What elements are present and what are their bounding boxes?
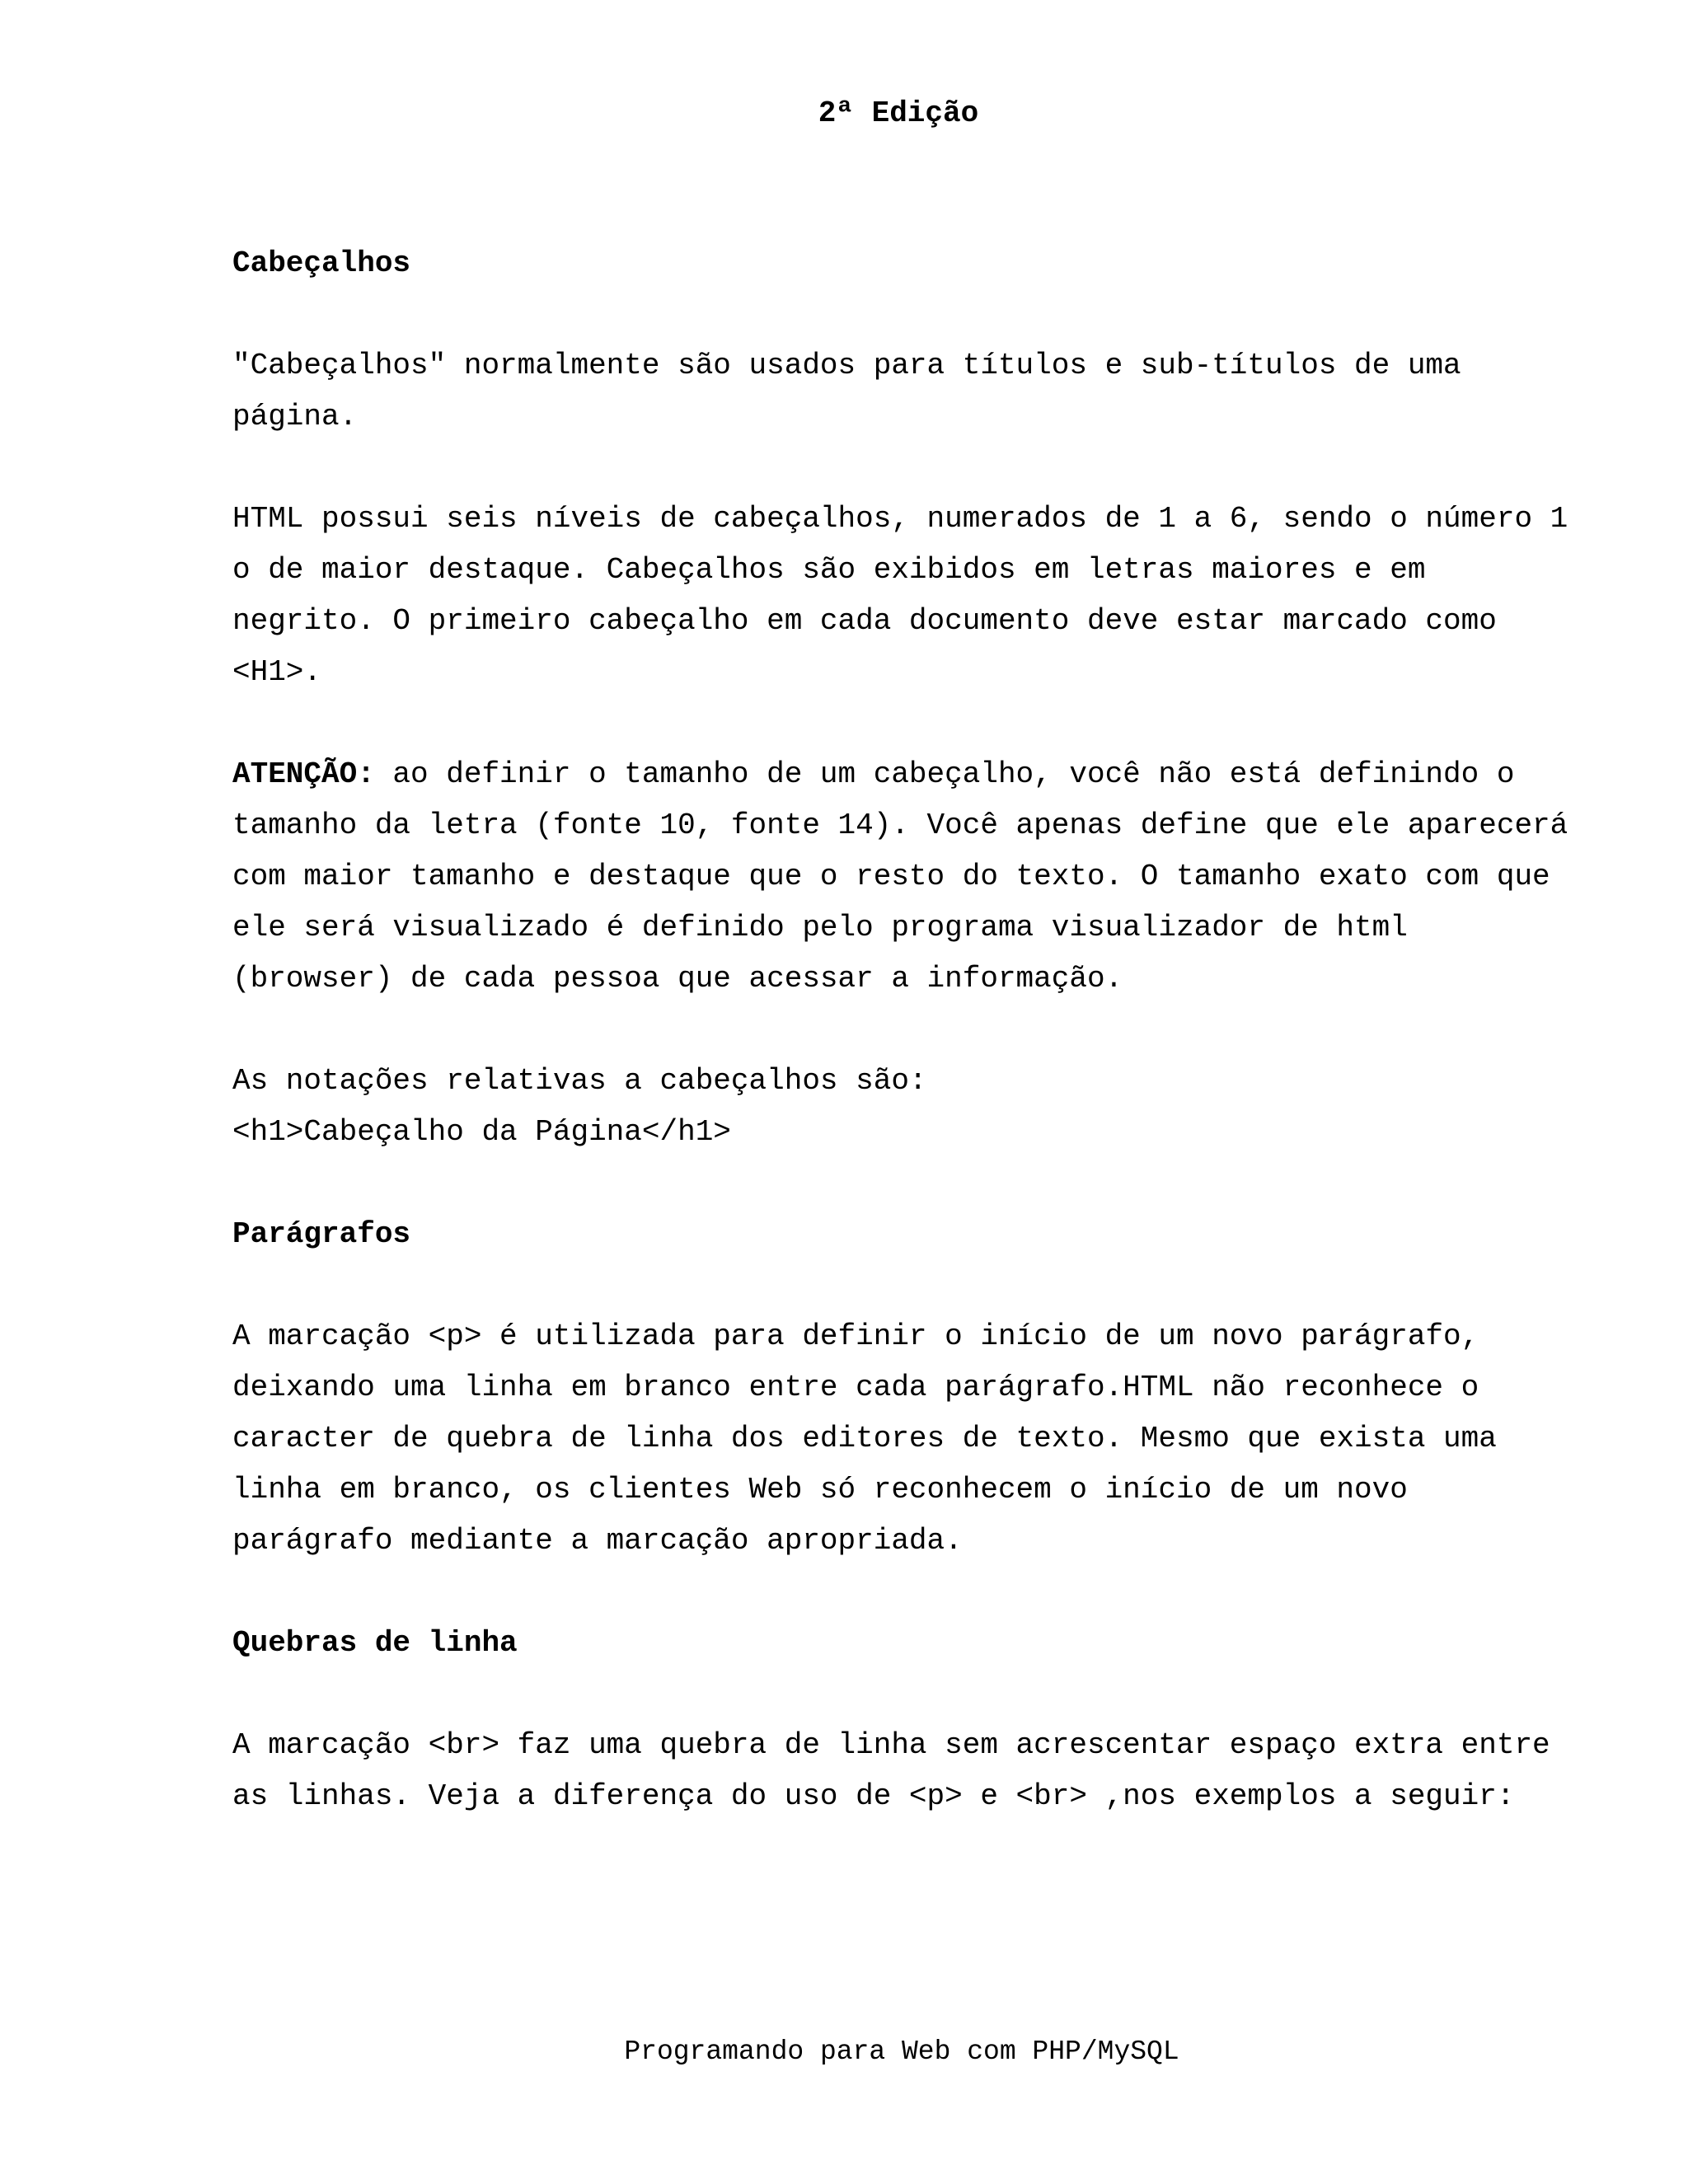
attention-text: ao definir o tamanho de um cabeçalho, você não está definindo o tamanho da letra (fonte 10, fonte 14). Você apenas define que ele aparecerá com maior tamanho e destaque que o resto do texto. O tamanho exato com que ele será visualizado é definido pelo programa visualizador de html (browser) de cada pessoa que acessar a informação. xyxy=(232,757,1568,996)
headings-paragraph-1: "Cabeçalhos" normalmente são usados para títulos e sub-títulos de uma página. xyxy=(232,349,1461,434)
attention-paragraph xyxy=(232,749,1584,1005)
headings-paragraph-2: HTML possui seis níveis de cabeçalhos, numerados de 1 a 6, sendo o número 1 o de maior destaque. Cabeçalhos são exibidos em letras maiores e em negrito. O primeiro cabeçalho em cada documento deve estar marcado como <H1>. xyxy=(232,502,1568,689)
attention-label: ATENÇÃO: xyxy=(232,757,375,791)
edition-header: 2ª Edição xyxy=(818,96,979,130)
notation-example: <h1>Cabeçalho da Página</h1> xyxy=(232,1115,731,1149)
line-breaks-paragraph-1: A marcação <br> faz uma quebra de linha sem acrescentar espaço extra entre as linhas. Veja a diferença do uso de <p> e <br> ,nos exemplos a seguir: xyxy=(232,1728,1550,1813)
section-title-line-breaks: Quebras de linha xyxy=(232,1626,518,1660)
section-title-paragraphs: Parágrafos xyxy=(232,1217,411,1251)
page-footer: Programando para Web com PHP/MySQL xyxy=(624,2036,1179,2067)
paragraphs-paragraph-1: A marcação <p> é utilizada para definir o início de um novo parágrafo, deixando uma linha em branco entre cada parágrafo.HTML não reconhece o caracter de quebra de linha dos editores de texto. Mesmo que exista uma linha em branco, os clientes Web só reconhecem o início de um novo parágrafo mediante a marcação apropriada. xyxy=(232,1319,1497,1558)
section-title-headings: Cabeçalhos xyxy=(232,246,411,280)
page-content xyxy=(232,238,1584,1822)
notation-intro: As notações relativas a cabeçalhos são: xyxy=(232,1064,927,1098)
